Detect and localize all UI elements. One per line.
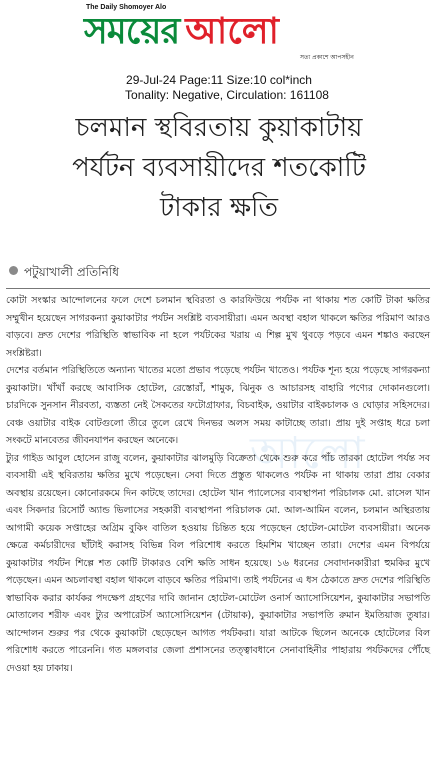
byline-bullet-icon	[9, 266, 18, 275]
newspaper-logo	[84, 8, 279, 56]
article-byline: পটুয়াখালী প্রতিনিধি	[24, 265, 119, 279]
article-paragraph-3: ট্যুর গাইড আবুল হোসেন রাজু বলেন, কুয়াকাটার ঝালমুড়ি বিক্রেতা থেকে শুরু করে পাঁচ তারকা হোটেল পর্যন্ত সব ব্যবসায়ী এই স্থবিরতায় ক্ষতির মুখে পড়েছেন। সেবা দিতে প্রস্তুত থাকলেও পর্যটক না থাকায় তারা প্রায় বেকার অবস্থায় রয়েছেন। কোনোরকমে দিন কাটছে তাদের। হোটেল খান প্যালেসের ব্যবস্থাপনা পরিচালক মো. রাসেল খান এবং সিকদার রিসোর্ট অ্যান্ড ভিলাসের সহকারী ব্যবস্থাপনা পরিচালক মো. আল-আমিন বলেন, চলমান অস্থিরতায় আগামী কয়েক সপ্তাহের অগ্রিম বুকিং বাতিল হওয়ায় চিন্তিত হয়ে পড়েছেন হোটেল-মোটেল ব্যবসায়ীরা। অনেক ক্ষেত্রে কর্মচারীদের ছাঁটাই করাসহ বিভিন্ন বিল পরিশোধ করতে হিমশিম খাচ্ছেন তারা। দেশের এমন বিপর্যয়ে কুয়াকাটার পর্যটন শিল্পে শত কোটি টাকারও বেশি ক্ষতি সাধন হয়েছে। ১৬ ধরনের সেবাদানকারীরা হুমকির মুখে পড়েছেন। এমন অচলাবস্থা বহাল থাকলে বাড়বে ক্ষতির পরিমাণ। তাই পর্যটনের এ ধস ঠেকাতে দ্রুত দেশের পরিস্থিতি স্বাভাবিক করার কার্যকর পদক্ষেপ গ্রহণের দাবি জানান হোটেল-মোটেল ওনার্স অ্যাসোসিয়েশন, কুয়াকাটার সভাপতি মোতালেব শরীফ এবং ট্যুর অপারেটর্স অ্যাসোসিয়েশন (টোয়াক), কুয়াকাটার সভাপতি রুমান ইমতিয়াজ তুষার। আন্দোলন শুরুর পর থেকে কুয়াকাটা ছেড়েছেন আগত পর্যটকরা। যারা আটকে ছিলেন অনেকে হোটেলের বিল পরিশোধ করতে পারেননি। গত মঙ্গলবার জেলা প্রশাসনের তত্ত্বাবধানে সেনাবাহিনীর পাহারায় পর্যটকদের পৌঁছে দেওয়া হয় ঢাকায়।	[6, 452, 430, 674]
headline-line-3: টাকার ক্ষতি	[159, 193, 278, 223]
article-paragraph-1: কোটা সংস্কার আন্দোলনের ফলে দেশে চলমান স্থবিরতা ও কারফিউয়ে পর্যটক না থাকায় শত কোটি টাকা ক্ষতির সম্মুখীন হয়েছেন সাগরকন্যা কুয়াকাটার পর্যটন সংশ্লিষ্ট ব্যবসায়ীরা। এমন অবস্থা বহাল থাকলে ক্ষতির পরিমাণ আরও বাড়বে। দ্রুত দেশের পরিস্থিতি স্বাভাবিক না হলে পর্যটকের খরায় এ শিল্প মুখ থুবড়ে পড়বে এমন শঙ্কাও করছেন সংশ্লিষ্টরা।	[6, 295, 430, 359]
masthead-tagline-bn: সত্য প্রকাশে আপসহীন	[300, 54, 354, 61]
masthead-tagline-en: The Daily Shomoyer Alo	[86, 4, 167, 11]
headline-line-1: চলমান স্থবিরতায় কুয়াকাটায়	[75, 113, 363, 143]
byline-divider	[6, 288, 430, 289]
masthead	[0, 0, 438, 72]
watermark: আলো	[250, 428, 365, 479]
article-paragraph-2: দেশের বর্তমান পরিস্থিতিতে অন্যান্য খাতের মতো প্রভাব পড়েছে পর্যটন খাতেও। পর্যটক শূন্য হয়ে পড়েছে সাগরকন্যা কুয়াকাটা। খাঁখাঁ করছে আবাসিক হোটেল, রেস্তোরাঁ, শামুক, ঝিনুক ও আচারসহ বাহারি পণ্যের দোকানগুলো। চারদিকে সুনসান নীরবতা, ব্যস্ততা নেই সৈকতের ফটোগ্রাফার, বিচবাইক, ওয়াটার বাইকচালক ও ঘোড়ার সহিসদের। বেঞ্চ ওয়াটার বাইক বোটগুলো তীরে তুলে রেখে দিনভর অলস সময় কাটাচ্ছে তারা। প্রায় দুই সপ্তাহ ধরে চলা সংকটে মানবেতর জীবনযাপন করছেন অনেকে।	[6, 365, 430, 446]
logo-text-left: সময়ের	[84, 11, 180, 52]
logo-text-right: আলো	[185, 11, 279, 52]
clip-meta-line1: 29-Jul-24 Page:11 Size:10 col*inch	[126, 73, 312, 87]
headline-line-2: পর্যটন ব্যবসায়ীদের শতকোটি	[72, 153, 366, 183]
article-headline	[10, 108, 428, 228]
clip-meta-line2: Tonality: Negative, Circulation: 161108	[125, 88, 329, 102]
article-body	[6, 292, 430, 677]
